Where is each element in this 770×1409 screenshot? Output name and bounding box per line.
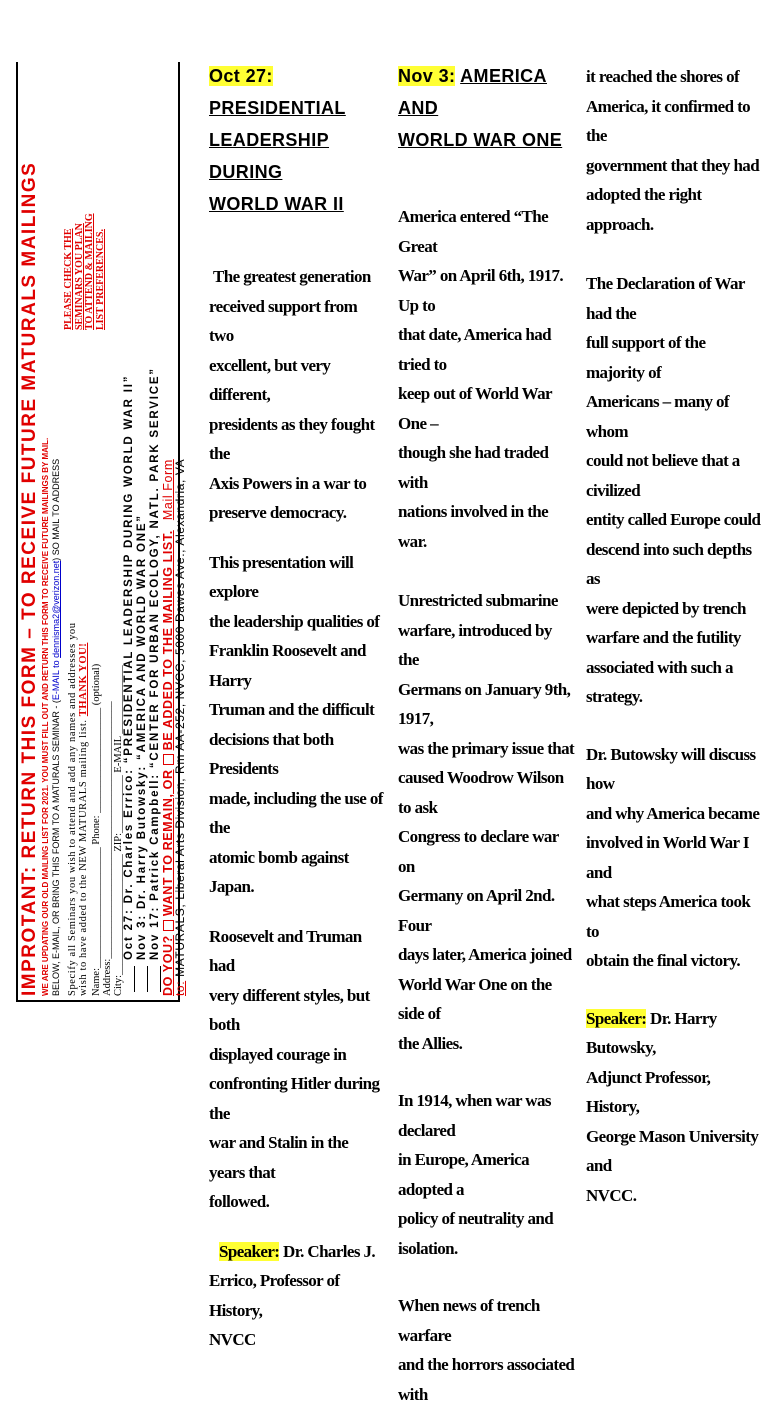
- paragraph: This presentation will explore the leadership qualities of Franklin Roosevelt and Harry Truman and the difficult decisions that both Presidents made, including the use of the atomic bomb against Japan.: [209, 552, 383, 896]
- seminar-column-nov3: [398, 60, 576, 1409]
- name-field[interactable]: Name:_______________________ Phone: ____________________ (optional): [91, 663, 102, 996]
- seminar-checkbox-nov3[interactable]: [147, 966, 148, 992]
- thank-you-text: THANK YOU!: [78, 642, 89, 717]
- seminar-heading: Oct 27: PRESIDENTIAL LEADERSHIP DURING WORLD WAR II: [209, 66, 346, 214]
- paragraph: Unrestricted submarine warfare, introduced by the Germans on January 9th, 1917, was the primary issue that caused Woodrow Wilson to ask Congress to declare war on Germany on April 2nd. Four days later, America joined World War One on the side of the Allies.: [398, 591, 575, 1053]
- seminar-checkbox-oct27[interactable]: [134, 966, 135, 992]
- email-link[interactable]: dennisma2@verizon.net: [51, 560, 61, 658]
- seminar-nov17: Nov 17: Patrick Campbell: “CENTER FOR URBAN ECOLOGY, NATL. PARK SERVICE”: [149, 367, 161, 960]
- seminar-heading: Nov 3: AMERICA AND WORLD WAR ONE: [398, 66, 563, 150]
- paragraph: In 1914, when war was declared in Europe, America adopted a policy of neutrality and isolation.: [398, 1091, 554, 1258]
- paragraph: Dr. Butowsky will discuss how and why America became involved in World War I and what steps America took to obtain the final victory.: [586, 744, 760, 970]
- speaker-info: Speaker: Dr. Harry Butowsky, Adjunct Professor, History, George Mason University and NVCC.: [586, 1008, 759, 1205]
- specify-line-2: wish to have added to the NEW MATURALS mailing list. THANK YOU!: [78, 642, 89, 996]
- form-notice: WE ARE UPDATING OUR OLD MAILING LIST FOR 2021. YOU MUST FILL OUT AND RETURN THIS FORM TO RECEIVE FUTURE MAILINGS BY MAIL.: [41, 437, 50, 996]
- seminar-date: Nov 3:: [398, 66, 456, 86]
- paragraph: When news of trench warfare and the horrors associated with: [398, 1296, 575, 1404]
- paragraph: Roosevelt and Truman had very different styles, but both displayed courage in confronting Hitler during the war and Stalin in the years that followed.: [209, 926, 380, 1211]
- speaker-label: Speaker:: [586, 1008, 647, 1028]
- seminar-nov3: Nov 3: Dr. Harry Butowsky: “AMERICA AND WORLD WAR ONE”: [136, 514, 148, 960]
- mailing-form-panel: [16, 62, 188, 1002]
- address-field[interactable]: Address:_________________________________________________: [102, 701, 113, 996]
- seminar-date: Oct 27:: [209, 66, 273, 86]
- paragraph: it reached the shores of America, it confirmed to the government that they had adopted the right approach.: [586, 67, 760, 234]
- specify-line-1: Specify all Seminars you wish to attend and add any names and addresses you: [67, 622, 78, 996]
- please-check-note: PLEASE CHECK THE SEMINARS YOU PLAN TO ATTEND & MAILING LIST PREFERENCES.: [63, 213, 106, 330]
- mail-form-label: Mail Form: [161, 459, 175, 521]
- form-title: IMPROTANT: RETURN THIS FORM – TO RECEIVE FUTURE MATURALS MAILINGS: [19, 161, 40, 996]
- speaker-info: Speaker: Dr. Charles J. Errico, Professor of History, NVCC: [209, 1241, 376, 1349]
- phone-field[interactable]: Phone: ____________________ (optional): [91, 663, 102, 845]
- speaker-label: Speaker:: [219, 1241, 280, 1261]
- city-zip-email-field[interactable]: City:_______________________ ZIP:___________ E-MAIL _____________: [113, 665, 124, 996]
- seminar-oct27: Oct 27: Dr. Charles Errico: “PRESIDENTIAL LEADERSHIP DURING WORLD WAR II”: [123, 374, 135, 960]
- email-label: E-MAIL to: [51, 660, 61, 701]
- paragraph: The greatest generation received support from two excellent, but very different, presidents as they fought the Axis Powers in a war to preserve democracy.: [209, 267, 375, 522]
- seminar-column-oct27: [209, 60, 385, 1355]
- mail-to-address: to: MATURALS, Liberal Arts Division, Rm AA-252, NVCC, 5000 Dawes Ave., Alexandria, VA: [173, 458, 187, 996]
- paragraph: The Declaration of War had the full support of the majority of Americans – many of whom could not believe that a civilized entity called Europe could descend into such depths as were depicted by trench warfare and the futility associated with such a strategy.: [586, 274, 761, 706]
- form-instructions: BELOW, E-MAIL, OR BRING THIS FORM TO A MATURALS SEMINAR - (E-MAIL to dennisma2@verizon.net) SO MAIL TO ADDRESS: [51, 458, 61, 996]
- seminar-column-nov3-continued: [586, 62, 766, 1210]
- mailing-preference: DO YOU?WANT TO REMAIN, ORBE ADDED TO THE MAILING LIST. Mail Form: [161, 459, 175, 996]
- paragraph: America entered “The Great War” on April 6th, 1917. Up to that date, America had tried to keep out of World War One – though she had traded with nations involved in the war.: [398, 207, 564, 551]
